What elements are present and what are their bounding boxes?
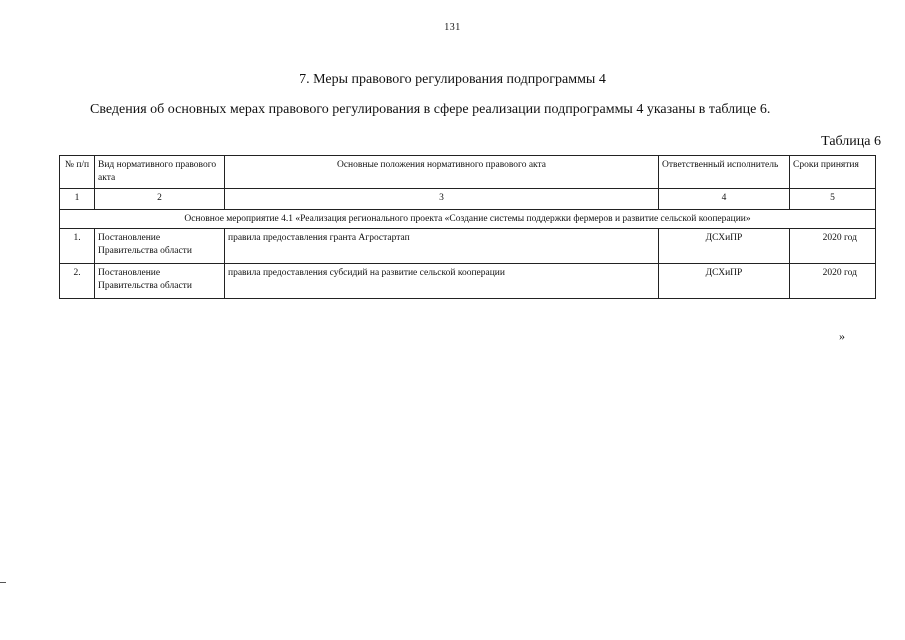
row-number: 2. bbox=[60, 264, 95, 299]
group-row bbox=[60, 209, 876, 229]
header-responsible: Ответственный исполнитель bbox=[659, 156, 790, 189]
header-number: № п/п bbox=[60, 156, 95, 189]
row-responsible: ДСХиПР bbox=[659, 229, 790, 264]
column-index: 5 bbox=[790, 188, 876, 209]
column-index: 4 bbox=[659, 188, 790, 209]
closing-quote: » bbox=[839, 329, 845, 343]
section-title: 7. Меры правового регулирования подпрограммы 4 bbox=[299, 72, 606, 87]
row-responsible: ДСХиПР bbox=[659, 264, 790, 299]
row-act-type: Постановление Правительства области bbox=[95, 264, 225, 299]
header-act-type: Вид нормативного правового акта bbox=[95, 156, 225, 189]
column-index: 3 bbox=[225, 188, 659, 209]
header-provisions: Основные положения нормативного правового акта bbox=[225, 156, 659, 189]
column-index: 2 bbox=[95, 188, 225, 209]
group-title: Основное мероприятие 4.1 «Реализация регионального проекта «Создание системы поддержки фермеров и развитие сельской кооперации» bbox=[60, 209, 876, 229]
legal-measures-table bbox=[59, 155, 876, 299]
margin-mark bbox=[0, 582, 6, 583]
row-provisions: правила предоставления субсидий на развитие сельской кооперации bbox=[225, 264, 659, 299]
row-provisions: правила предоставления гранта Агростартап bbox=[225, 229, 659, 264]
table-row bbox=[60, 264, 876, 299]
column-index: 1 bbox=[60, 188, 95, 209]
intro-paragraph: Сведения об основных мерах правового регулирования в сфере реализации подпрограммы 4 указаны в таблице 6. bbox=[90, 102, 771, 117]
row-term: 2020 год bbox=[790, 229, 876, 264]
page-number: 131 bbox=[444, 22, 461, 33]
column-index-row bbox=[60, 188, 876, 209]
row-number: 1. bbox=[60, 229, 95, 264]
row-term: 2020 год bbox=[790, 264, 876, 299]
table-header-row bbox=[60, 156, 876, 189]
table-caption: Таблица 6 bbox=[821, 134, 881, 149]
table-row bbox=[60, 229, 876, 264]
row-act-type: Постановление Правительства области bbox=[95, 229, 225, 264]
header-term: Сроки принятия bbox=[790, 156, 876, 189]
